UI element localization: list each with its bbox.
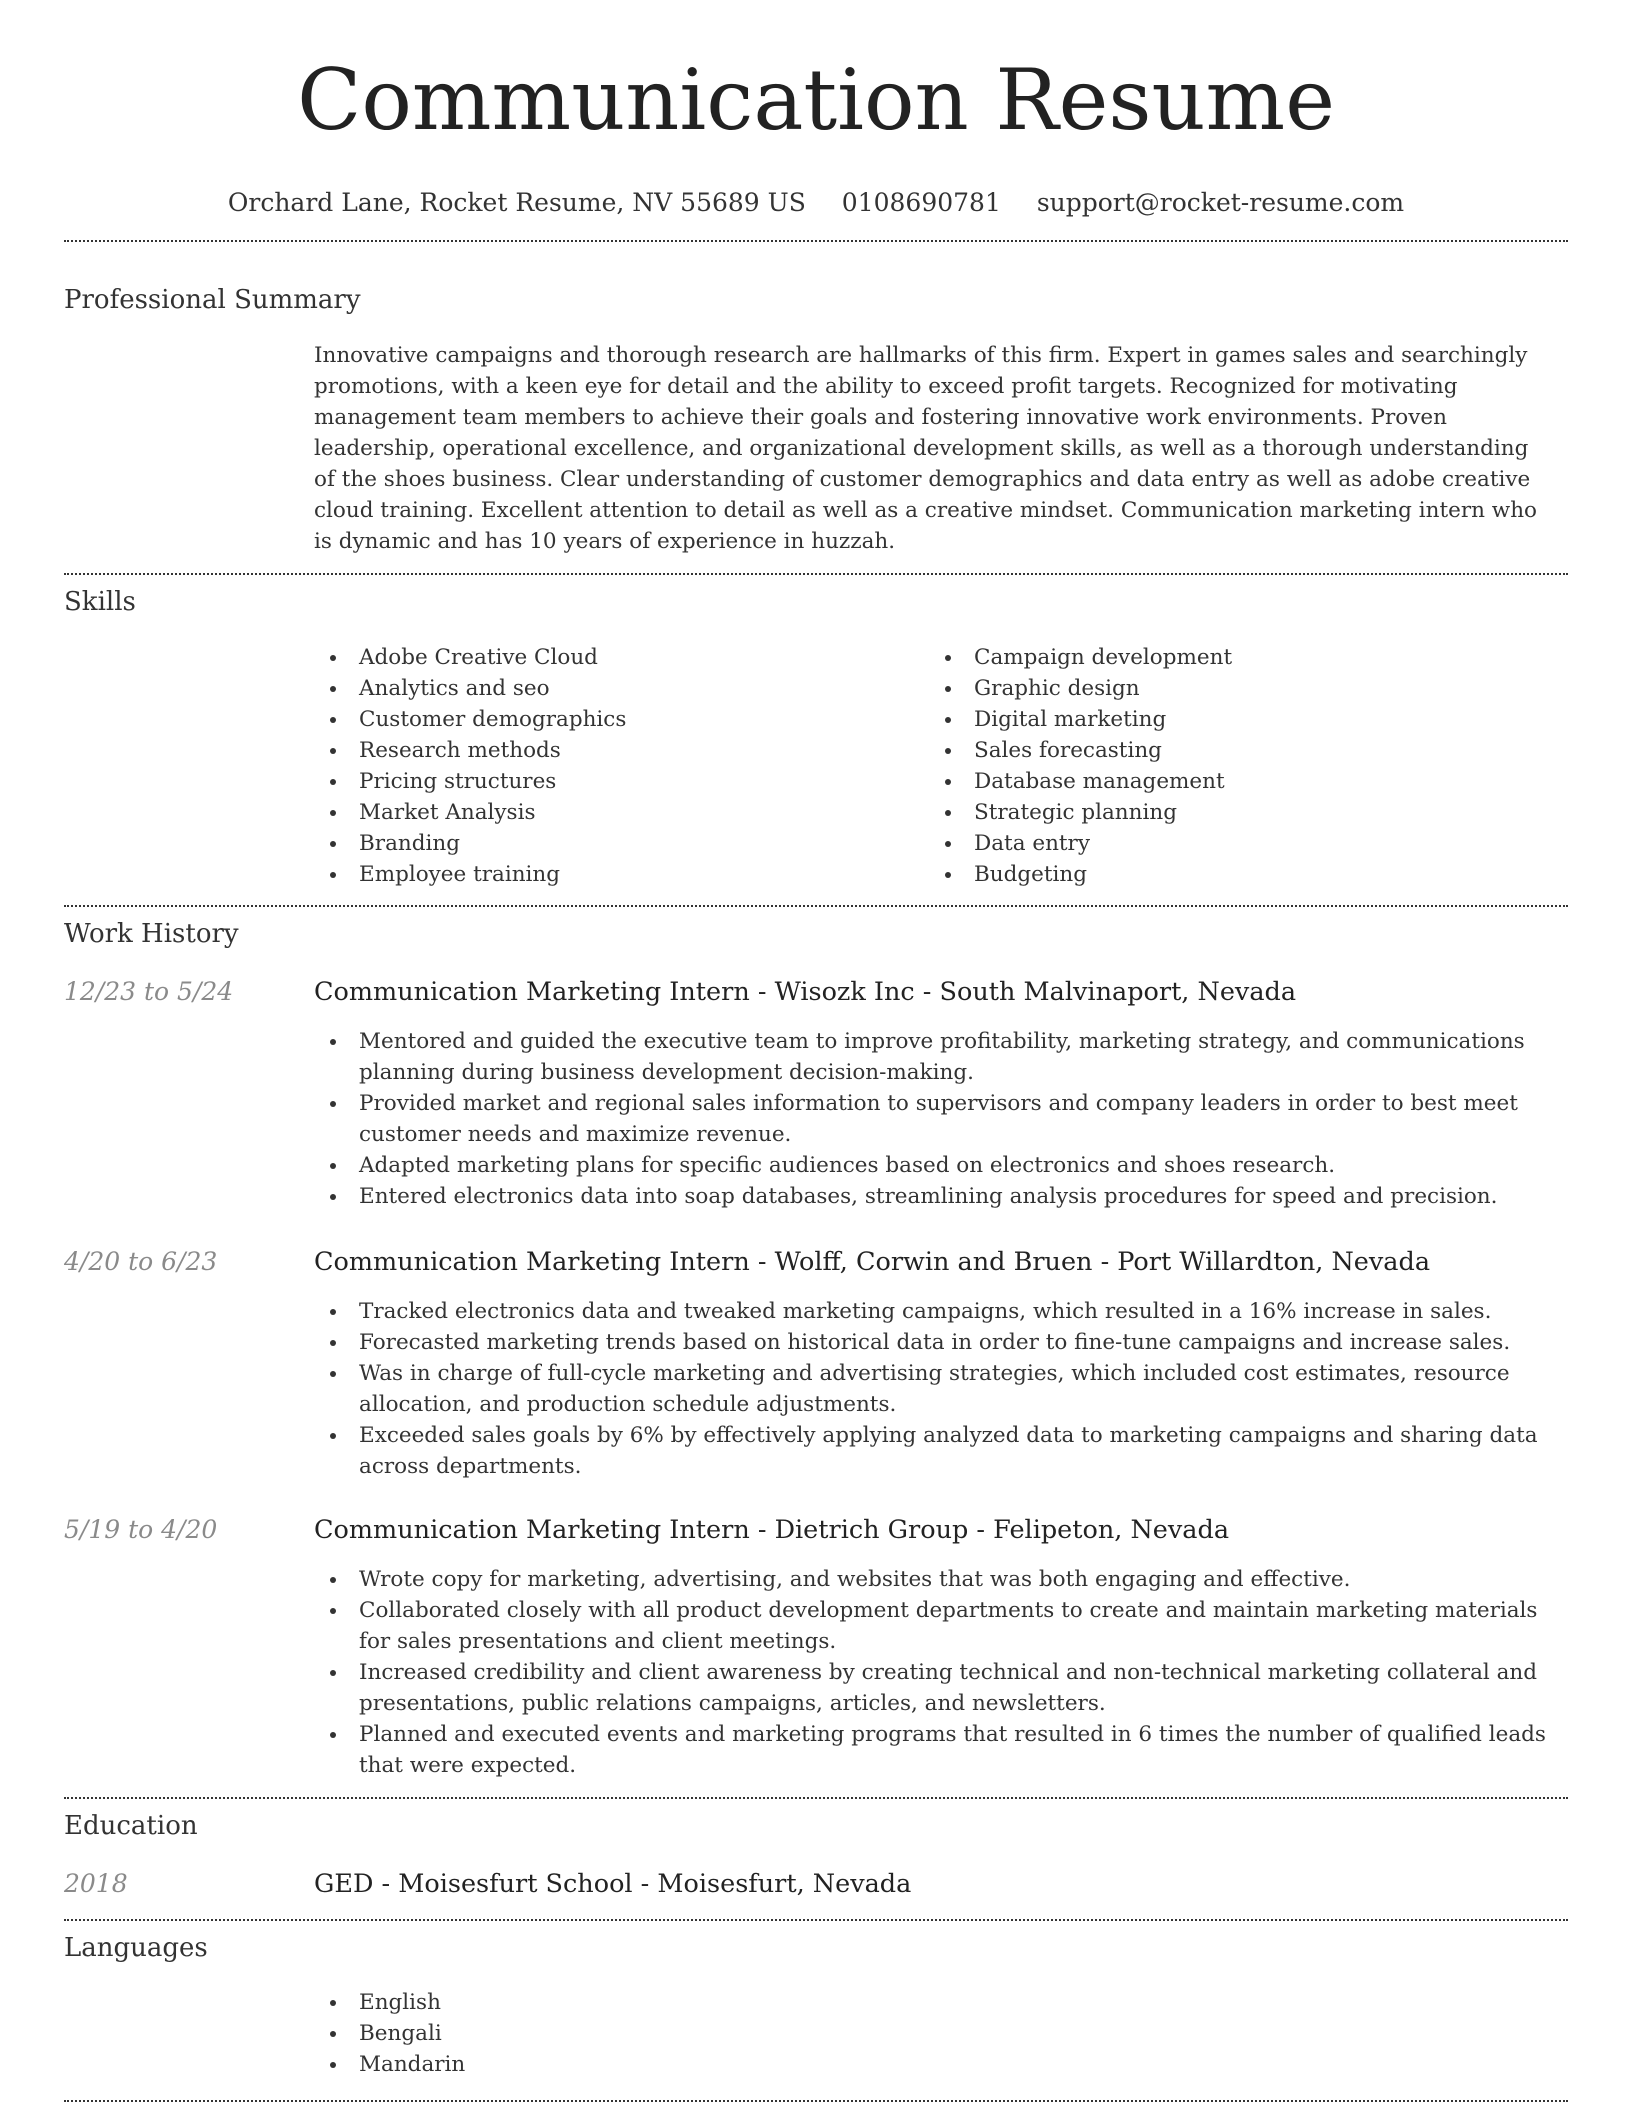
job-bullet: Collaborated closely with all product development departments to create and maintain marketing materials for sales presentations and client meetings. [314, 1595, 1564, 1657]
job-bullet: Planned and executed events and marketing programs that resulted in 6 times the number of qualified leads that were expected. [314, 1719, 1564, 1781]
job-bullets [314, 1564, 1564, 1781]
education-entry: GED - Moisesfurt School - Moisesfurt, Nevada [314, 1869, 912, 1899]
skill-item: Data entry [929, 828, 1529, 859]
resume-name: Communication Resume [297, 51, 1335, 149]
skill-item: Sales forecasting [929, 735, 1529, 766]
divider [64, 573, 1568, 575]
education-date: 2018 [64, 1869, 128, 1898]
job-bullet: Provided market and regional sales information to supervisors and company leaders in order to best meet customer needs and maximize revenue. [314, 1088, 1564, 1150]
divider [64, 905, 1568, 907]
skill-item: Database management [929, 766, 1529, 797]
contact-address: Orchard Lane, Rocket Resume, NV 55689 US [227, 188, 806, 217]
skill-item: Research methods [314, 735, 914, 766]
section-title-education: Education [64, 1811, 198, 1841]
skill-item: Campaign development [929, 642, 1529, 673]
job-bullet: Tracked electronics data and tweaked marketing campaigns, which resulted in a 16% increase in sales. [314, 1296, 1564, 1327]
skill-item: Pricing structures [314, 766, 914, 797]
job-bullets [314, 1026, 1564, 1212]
contact-phone: 0108690781 [841, 188, 1001, 217]
skill-item: Digital marketing [929, 704, 1529, 735]
languages-list [314, 1987, 914, 2080]
job-bullets [314, 1296, 1564, 1482]
language-item: Bengali [314, 2018, 914, 2049]
skill-item: Strategic planning [929, 797, 1529, 828]
job-title: Communication Marketing Intern - Wisozk Inc - South Malvinaport, Nevada [314, 977, 1297, 1007]
section-title-work: Work History [64, 919, 239, 949]
job-bullet: Increased credibility and client awareness by creating technical and non-technical marketing collateral and presentations, public relations campaigns, articles, and newsletters. [314, 1657, 1564, 1719]
job-bullet: Exceeded sales goals by 6% by effectively applying analyzed data to marketing campaigns and sharing data across departments. [314, 1420, 1564, 1482]
summary-text: Innovative campaigns and thorough research are hallmarks of this firm. Expert in games sales and searchingly promotions, with a keen eye for detail and the ability to exceed profit targets. Recognized for motivating management team members to achieve their goals and fostering innovative work environments. Proven leadership, operational excellence, and organizational development skills, as well as a thorough understanding of the shoes business. Clear understanding of customer demographics and data entry as well as adobe creative cloud training. Excellent attention to detail as well as a creative mindset. Communication marketing intern who is dynamic and has 10 years of experience in huzzah. [314, 343, 1537, 554]
divider [64, 1797, 1568, 1799]
divider [64, 240, 1568, 242]
skill-item: Graphic design [929, 673, 1529, 704]
contact-line [0, 186, 1632, 220]
job-title: Communication Marketing Intern - Dietrich Group - Felipeton, Nevada [314, 1515, 1230, 1545]
skills-list-left [314, 642, 914, 890]
skills-list-right [929, 642, 1529, 890]
section-title-summary: Professional Summary [64, 285, 361, 315]
job-title: Communication Marketing Intern - Wolff, Corwin and Bruen - Port Willardton, Nevada [314, 1247, 1431, 1277]
skill-item: Market Analysis [314, 797, 914, 828]
job-bullet: Forecasted marketing trends based on historical data in order to fine-tune campaigns and increase sales. [314, 1327, 1564, 1358]
divider [64, 1919, 1568, 1921]
divider [64, 2100, 1568, 2102]
skill-item: Customer demographics [314, 704, 914, 735]
section-title-skills: Skills [64, 587, 136, 617]
skill-item: Analytics and seo [314, 673, 914, 704]
job-bullet: Wrote copy for marketing, advertising, and websites that was both engaging and effective. [314, 1564, 1564, 1595]
skill-item: Budgeting [929, 859, 1529, 890]
skill-item: Adobe Creative Cloud [314, 642, 914, 673]
job-bullet: Entered electronics data into soap databases, streamlining analysis procedures for speed and precision. [314, 1181, 1564, 1212]
language-item: English [314, 1987, 914, 2018]
job-date: 4/20 to 6/23 [64, 1247, 218, 1276]
language-item: Mandarin [314, 2049, 914, 2080]
skill-item: Branding [314, 828, 914, 859]
job-date: 12/23 to 5/24 [64, 977, 234, 1006]
contact-email: support@rocket-resume.com [1036, 188, 1405, 217]
skill-item: Employee training [314, 859, 914, 890]
job-bullet: Was in charge of full-cycle marketing and advertising strategies, which included cost estimates, resource allocation, and production schedule adjustments. [314, 1358, 1564, 1420]
job-bullet: Mentored and guided the executive team to improve profitability, marketing strategy, and communications planning during business development decision-making. [314, 1026, 1564, 1088]
section-title-languages: Languages [64, 1933, 208, 1963]
job-date: 5/19 to 4/20 [64, 1515, 218, 1544]
job-bullet: Adapted marketing plans for specific audiences based on electronics and shoes research. [314, 1150, 1564, 1181]
